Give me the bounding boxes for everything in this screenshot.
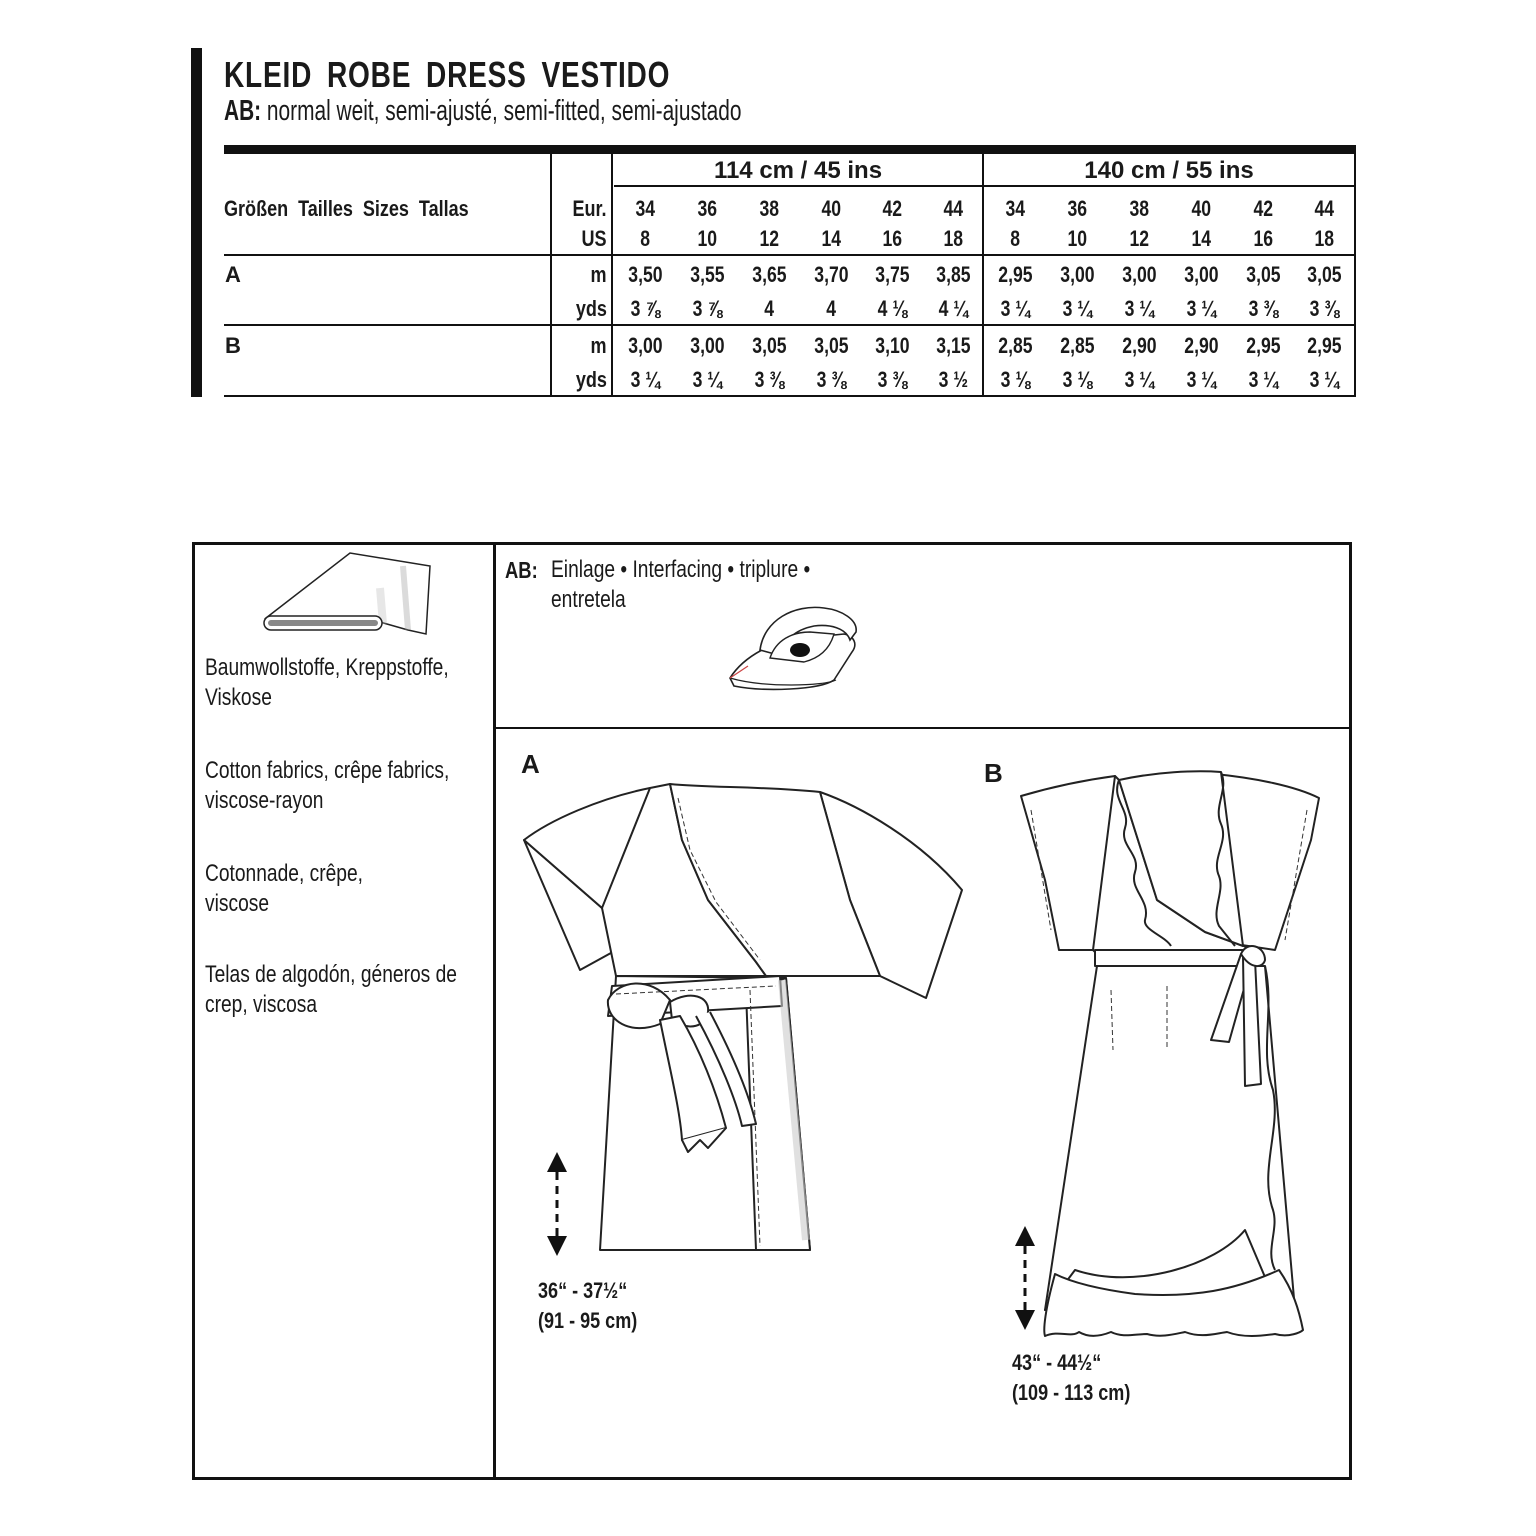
subtitle-text: normal weit, semi-ajusté, semi-fitted, semi-ajustado xyxy=(261,95,742,127)
view-a-meters-cell: 3,65 xyxy=(751,262,787,287)
view-a-yards-cell: 3 ⅜ xyxy=(1309,296,1339,321)
view-b-label: B xyxy=(225,333,241,358)
us-size-cell: 8 xyxy=(1010,226,1020,251)
view-b-yards-cell: 3 ⅜ xyxy=(816,367,846,392)
box-divider-vertical xyxy=(493,544,496,1478)
view-b-yards-cell: 3 ⅛ xyxy=(1000,367,1030,392)
view-b-meters-cell: 2,90 xyxy=(1183,333,1219,358)
view-b-meters-cell: 2,85 xyxy=(1059,333,1095,358)
view-a-meters-cell: 3,55 xyxy=(689,262,725,287)
us-size-cell: 10 xyxy=(1067,226,1087,251)
view-a-m-label: m xyxy=(590,262,607,287)
eur-size-cell: 40 xyxy=(821,196,841,221)
view-b-yards-cell: 3 ¼ xyxy=(1186,367,1216,392)
us-size-cell: 10 xyxy=(697,226,717,251)
us-size-cell: 12 xyxy=(1129,226,1149,251)
view-b-yards-cell: 3 ¼ xyxy=(692,367,722,392)
interfacing-text: Einlage • Interfacing • triplure • entretela xyxy=(551,556,811,613)
eur-size-cell: 42 xyxy=(1253,196,1273,221)
view-b-meters-cell: 3,05 xyxy=(813,333,849,358)
view-b-meters-cell: 2,85 xyxy=(997,333,1033,358)
eur-size-cell: 36 xyxy=(697,196,717,221)
us-size-cell: 12 xyxy=(759,226,779,251)
view-a-meters-cell: 3,05 xyxy=(1306,262,1342,287)
view-b-meters-cell: 3,15 xyxy=(935,333,971,358)
eur-size-cell: 34 xyxy=(1005,196,1025,221)
view-a-yards-cell: 4 xyxy=(826,296,836,321)
view-a-yards-cell: 3 ¼ xyxy=(1186,296,1216,321)
view-a-meters-cell: 3,70 xyxy=(813,262,849,287)
length-arrow-icon xyxy=(542,1150,572,1258)
view-b-yards-cell: 3 ⅜ xyxy=(877,367,907,392)
view-a-yards-cell: 3 ¼ xyxy=(1000,296,1030,321)
view-a-meters-cell: 3,00 xyxy=(1183,262,1219,287)
iron-icon xyxy=(724,600,864,696)
dress-a-illustration xyxy=(520,780,970,1270)
view-a-meters-cell: 2,95 xyxy=(997,262,1033,287)
view-b-meters-cell: 3,05 xyxy=(751,333,787,358)
view-b-length: 43“ - 44½“ (109 - 113 cm) xyxy=(1012,1350,1131,1405)
view-b-meters-cell: 2,90 xyxy=(1121,333,1157,358)
us-size-cell: 16 xyxy=(1253,226,1273,251)
view-a-yards-cell: 3 ¼ xyxy=(1062,296,1092,321)
view-b-yards-cell: 3 ½ xyxy=(938,367,968,392)
eur-size-cell: 34 xyxy=(635,196,655,221)
view-b-meters-cell: 3,00 xyxy=(689,333,725,358)
us-size-cell: 18 xyxy=(943,226,963,251)
view-b-yards-cell: 3 ¼ xyxy=(1309,367,1339,392)
side-bar xyxy=(191,48,202,397)
view-a-meters-cell: 3,00 xyxy=(1121,262,1157,287)
fabric-french: Cotonnade, crêpe, viscose xyxy=(205,860,363,917)
view-b-letter: B xyxy=(984,758,1003,788)
view-b-m-label: m xyxy=(590,333,607,358)
us-size-cell: 18 xyxy=(1314,226,1334,251)
eur-size-cell: 42 xyxy=(882,196,902,221)
eur-label: Eur. xyxy=(572,196,607,221)
eur-size-cell: 44 xyxy=(943,196,963,221)
fabric-bolt-icon xyxy=(258,548,438,640)
view-a-length: 36“ - 37½“ (91 - 95 cm) xyxy=(538,1278,638,1333)
us-label: US xyxy=(581,226,607,251)
view-a-yards-cell: 3 ⅜ xyxy=(1248,296,1278,321)
length-arrow-icon-b xyxy=(1010,1224,1040,1332)
view-a-meters-cell: 3,00 xyxy=(1059,262,1095,287)
eur-size-cell: 38 xyxy=(1129,196,1149,221)
view-b-yards-cell: 3 ¼ xyxy=(630,367,660,392)
view-a-yds-label: yds xyxy=(575,296,607,321)
view-a-yards-cell: 3 ⅞ xyxy=(692,296,722,321)
view-b-meters-cell: 2,95 xyxy=(1245,333,1281,358)
view-b-meters-cell: 2,95 xyxy=(1306,333,1342,358)
us-size-cell: 14 xyxy=(1191,226,1211,251)
interfacing-label: AB: xyxy=(505,557,538,583)
dress-b-illustration xyxy=(1015,750,1325,1340)
view-a-yards-cell: 4 ⅛ xyxy=(877,296,907,321)
view-a-label: A xyxy=(225,262,241,287)
view-a-letter: A xyxy=(521,749,540,779)
eur-size-cell: 40 xyxy=(1191,196,1211,221)
view-a-meters-cell: 3,50 xyxy=(627,262,663,287)
us-size-cell: 16 xyxy=(882,226,902,251)
fabric-english: Cotton fabrics, crêpe fabrics, viscose-rayon xyxy=(205,757,450,814)
view-a-yards-cell: 4 xyxy=(764,296,774,321)
us-size-cell: 8 xyxy=(640,226,650,251)
page-subtitle xyxy=(224,95,742,128)
box-divider-horizontal xyxy=(495,727,1351,729)
view-b-yards-cell: 3 ¼ xyxy=(1248,367,1278,392)
view-b-yards-cell: 3 ¼ xyxy=(1124,367,1154,392)
subtitle-prefix: AB: xyxy=(224,95,262,127)
view-a-meters-cell: 3,05 xyxy=(1245,262,1281,287)
view-b-yards-cell: 3 ⅜ xyxy=(754,367,784,392)
eur-size-cell: 44 xyxy=(1314,196,1334,221)
eur-size-cell: 38 xyxy=(759,196,779,221)
us-size-cell: 14 xyxy=(821,226,841,251)
fabric-spanish: Telas de algodón, géneros de crep, viscosa xyxy=(205,961,457,1018)
fabric-german: Baumwollstoffe, Kreppstoffe, Viskose xyxy=(205,654,449,711)
sizes-label: Größen Tailles Sizes Tallas xyxy=(224,196,469,221)
view-b-meters-cell: 3,10 xyxy=(874,333,910,358)
view-a-yards-cell: 4 ¼ xyxy=(938,296,968,321)
width-group-114: 114 cm / 45 ins xyxy=(713,157,883,184)
width-group-140: 140 cm / 55 ins xyxy=(1084,157,1254,184)
page-title: KLEID ROBE DRESS VESTIDO xyxy=(224,54,671,95)
view-a-meters-cell: 3,85 xyxy=(935,262,971,287)
view-b-yards-cell: 3 ⅛ xyxy=(1062,367,1092,392)
view-a-yards-cell: 3 ¼ xyxy=(1124,296,1154,321)
view-b-yds-label: yds xyxy=(575,367,607,392)
view-a-yards-cell: 3 ⅞ xyxy=(630,296,660,321)
view-b-meters-cell: 3,00 xyxy=(627,333,663,358)
view-a-meters-cell: 3,75 xyxy=(874,262,910,287)
eur-size-cell: 36 xyxy=(1067,196,1087,221)
